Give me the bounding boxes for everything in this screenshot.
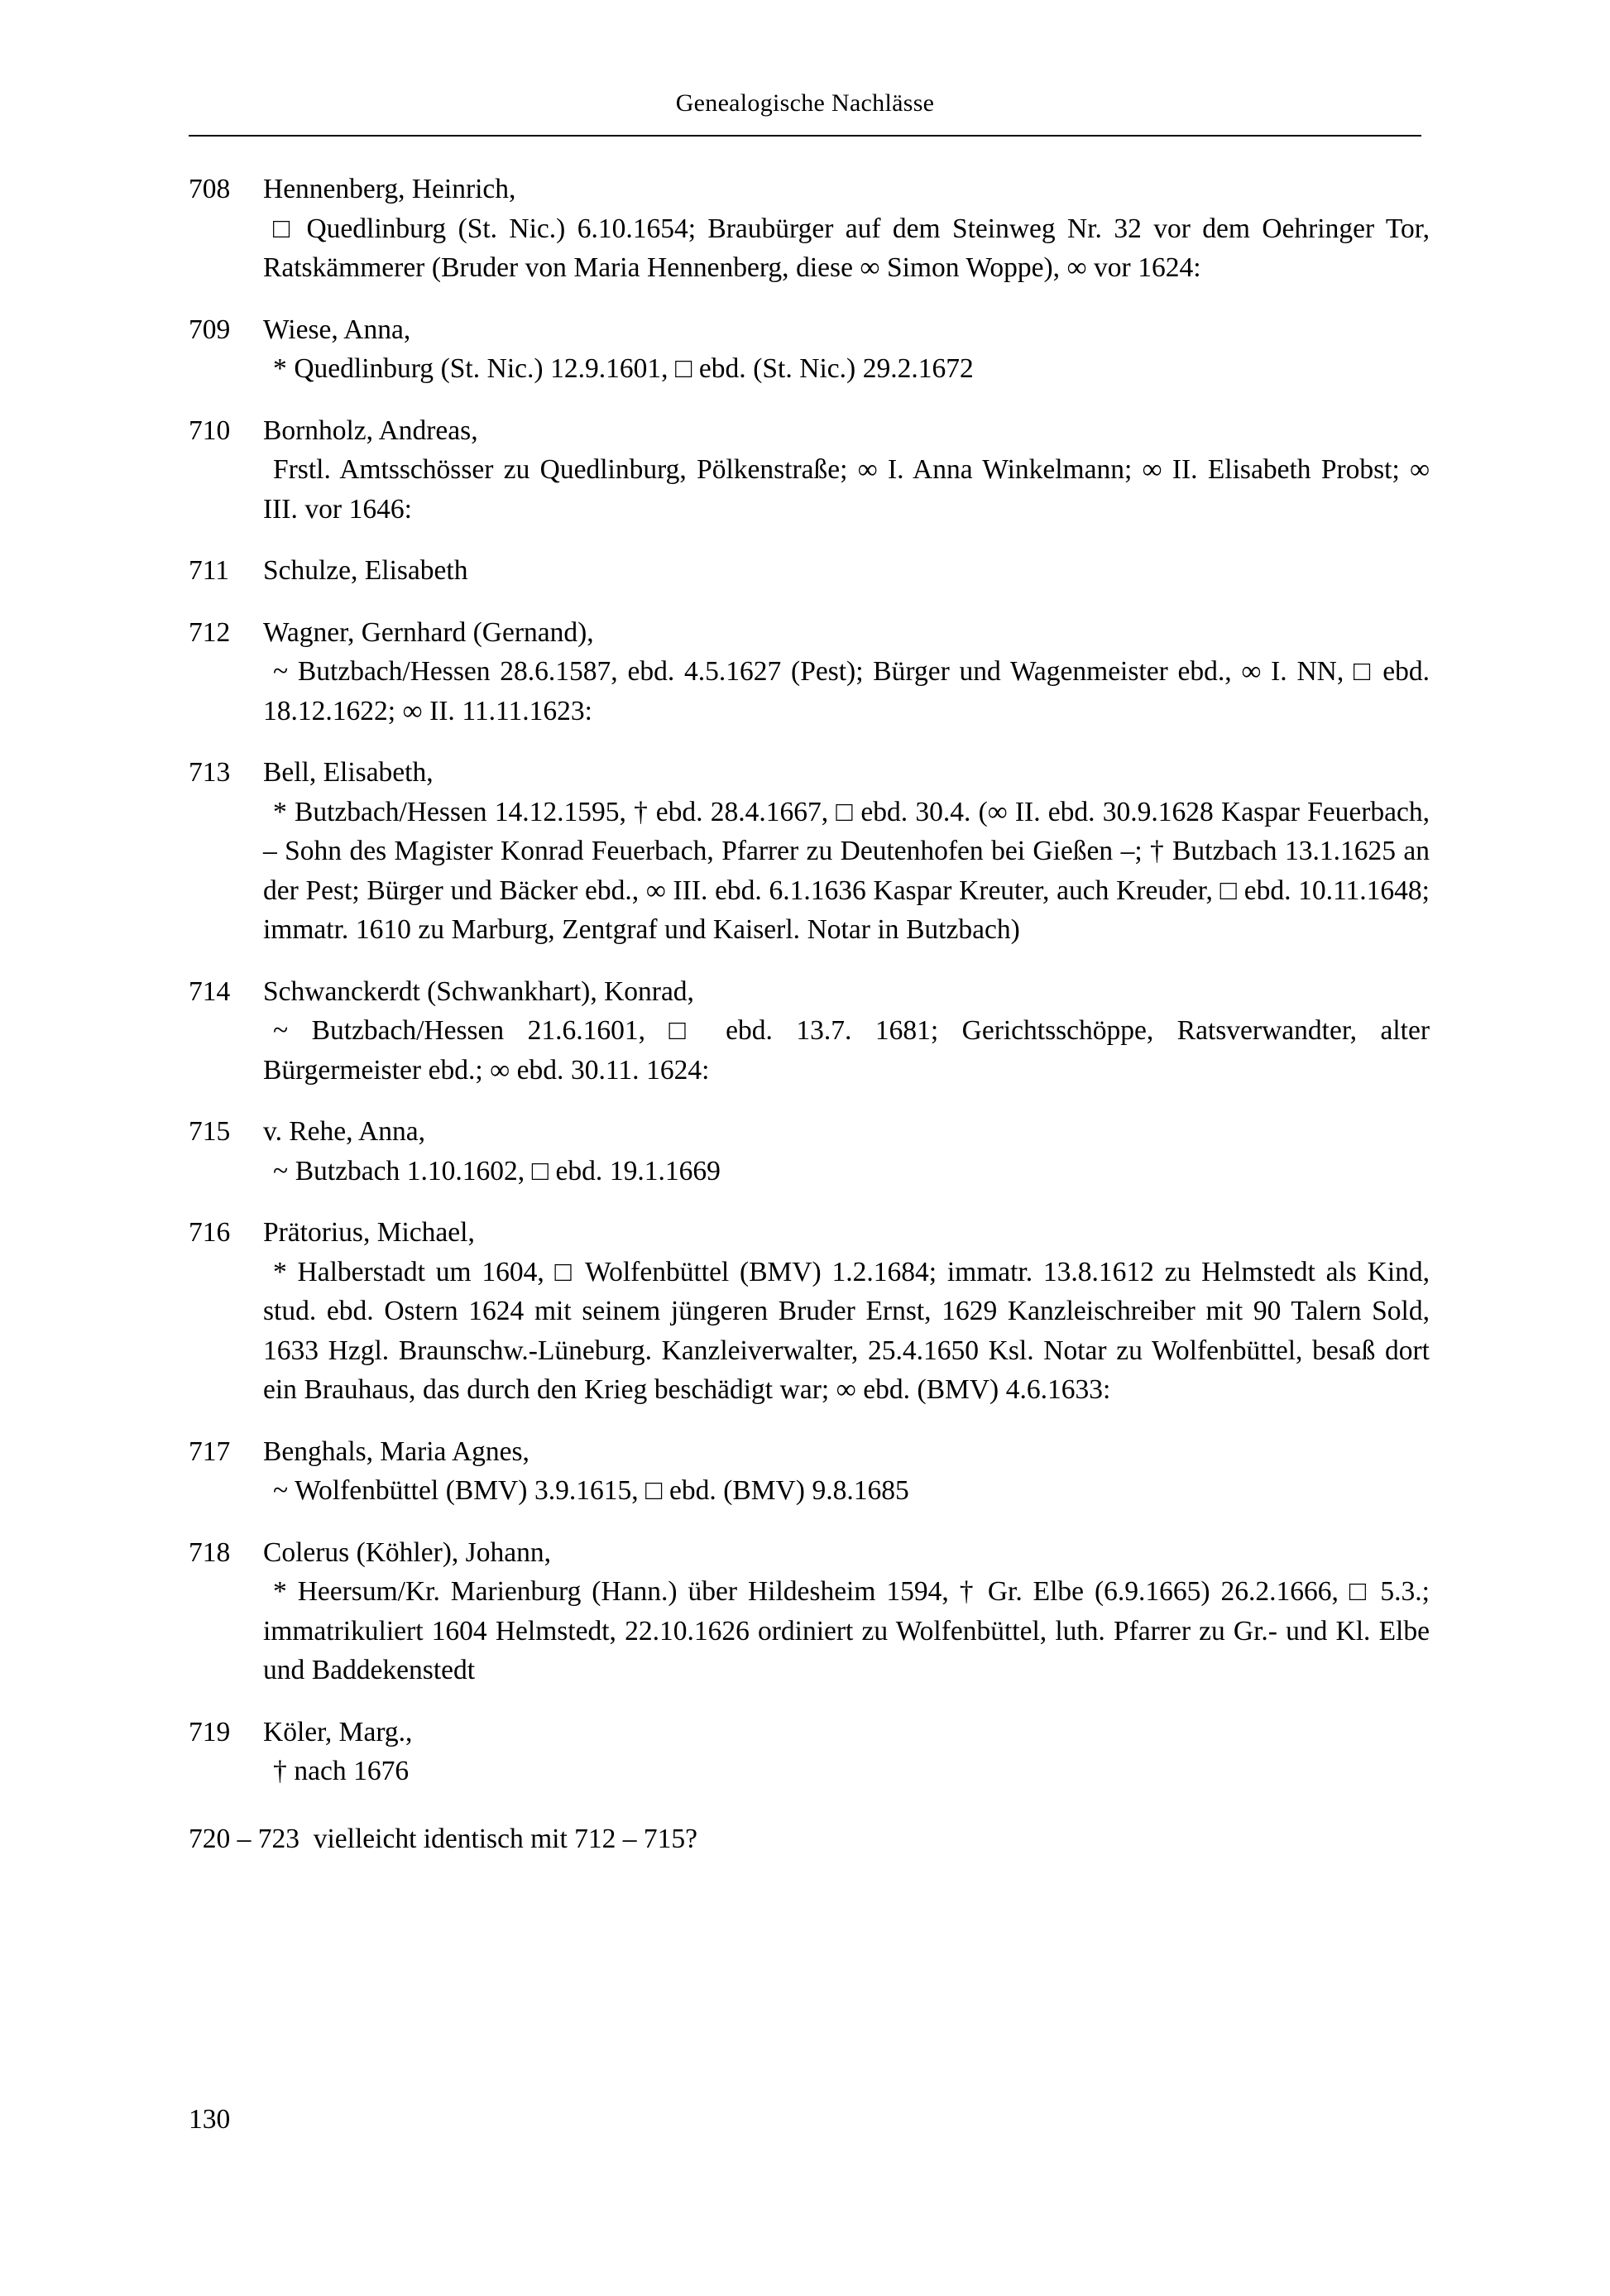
- entry-detail: * Halberstadt um 1604, □ Wolfenbüttel (BMV) 1.2.1684; immatr. 13.8.1612 zu Helmstedt als Kind, stud. ebd. Ostern 1624 mit seinem jüngeren Bruder Ernst, 1629 Kanzleischreiber mit 90 Talern Sold, 1633 Hzgl. Braunschw.-Lüneburg. Kanzleiverwalter, 25.4.1650 Ksl. Notar zu Wolfenbüttel, besaß dort ein Brauhaus, das durch den Krieg beschädigt war; ∞ ebd. (BMV) 4.6.1633:: [263, 1256, 1437, 1405]
- entry-711: [189, 551, 1430, 591]
- entry-number: 711: [189, 555, 230, 586]
- entry-name: Bell, Elisabeth,: [263, 757, 434, 788]
- entry-name: Schulze, Elisabeth: [263, 555, 468, 586]
- entry-name: Bornholz, Andreas,: [263, 415, 478, 446]
- entry-714: [189, 972, 1437, 1090]
- entry-name: Hennenberg, Heinrich,: [263, 174, 516, 204]
- entry-detail: □ Quedlinburg (St. Nic.) 6.10.1654; Braubürger auf dem Steinweg Nr. 32 vor dem Oehringer Tor, Ratskämmerer (Bruder von Maria Hennenberg, diese ∞ Simon Woppe), ∞ vor 1624:: [263, 213, 1437, 283]
- running-head-title: Genealogische Nachlässe: [675, 89, 935, 117]
- cross-reference-note: 720 – 723 vielleicht identisch mit 712 – 715?: [189, 1823, 698, 1854]
- entry-name: Benghals, Maria Agnes,: [263, 1436, 529, 1467]
- entry-number: 719: [189, 1716, 231, 1747]
- header-rule: [189, 135, 1421, 137]
- entry-718: [189, 1533, 1437, 1690]
- entry-716: [189, 1213, 1437, 1410]
- entry-709: [189, 310, 1430, 389]
- entry-name: v. Rehe, Anna,: [263, 1116, 425, 1147]
- entry-number: 715: [189, 1116, 231, 1147]
- entry-name: Colerus (Köhler), Johann,: [263, 1536, 551, 1568]
- entry-number: 716: [189, 1217, 231, 1248]
- entry-712: [189, 613, 1437, 731]
- entry-710: [189, 411, 1437, 530]
- entry-detail: * Heersum/Kr. Marienburg (Hann.) über Hildesheim 1594, † Gr. Elbe (6.9.1665) 26.2.1666, □ 5.3.; immatrikuliert 1604 Helmstedt, 22.10.1626 ordiniert zu Wolfenbüttel, luth. Pfarrer zu Gr.- und Kl. Elbe und Baddekenstedt: [263, 1576, 1437, 1685]
- entry-715: [189, 1112, 1430, 1191]
- running-head: [189, 89, 1421, 117]
- entry-number: 710: [189, 415, 231, 446]
- entry-detail: Frstl. Amtsschösser zu Quedlinburg, Pölkenstraße; ∞ I. Anna Winkelmann; ∞ II. Elisabeth Probst; ∞ III. vor 1646:: [263, 454, 1437, 525]
- entry-719: [189, 1713, 1430, 1791]
- entry-number: 718: [189, 1536, 231, 1568]
- entry-name: Wagner, Gernhard (Gernand),: [263, 616, 594, 648]
- entry-name: Wiese, Anna,: [263, 314, 411, 345]
- entry-708: [189, 170, 1437, 288]
- entry-detail: ~ Butzbach/Hessen 21.6.1601, □ ebd. 13.7. 1681; Gerichtsschöppe, Ratsverwandter, alter Bürgermeister ebd.; ∞ ebd. 30.11. 1624:: [263, 1015, 1437, 1086]
- entry-name: Schwanckerdt (Schwankhart), Konrad,: [263, 975, 694, 1007]
- entry-number: 712: [189, 616, 231, 648]
- entry-number: 708: [189, 174, 231, 204]
- entry-number: 714: [189, 975, 231, 1007]
- entry-detail: † nach 1676: [273, 1756, 410, 1786]
- entry-detail: * Butzbach/Hessen 14.12.1595, † ebd. 28.4.1667, □ ebd. 30.4. (∞ II. ebd. 30.9.1628 Kaspar Feuerbach, – Sohn des Magister Konrad Feuerbach, Pfarrer zu Deutenhofen bei Gießen –; † Butzbach 13.1.1625 an der Pest; Bürger und Bäcker ebd., ∞ III. ebd. 6.1.1636 Kaspar Kreuter, auch Kreuder, □ ebd. 10.11.1648; immatr. 1610 zu Marburg, Zentgraf und Kaiserl. Notar in Butzbach): [263, 796, 1437, 945]
- entry-number: 717: [189, 1436, 231, 1467]
- entry-number: 713: [189, 757, 231, 788]
- entry-number: 709: [189, 314, 231, 345]
- entry-name: Prätorius, Michael,: [263, 1217, 475, 1248]
- page-number: 130: [189, 2104, 231, 2135]
- entry-detail: * Quedlinburg (St. Nic.) 12.9.1601, □ ebd. (St. Nic.) 29.2.1672: [273, 353, 974, 384]
- entry-detail: ~ Butzbach 1.10.1602, □ ebd. 19.1.1669: [273, 1155, 721, 1186]
- entry-list: [189, 170, 1437, 1858]
- entry-717: [189, 1432, 1430, 1511]
- entry-detail: ~ Butzbach/Hessen 28.6.1587, ebd. 4.5.1627 (Pest); Bürger und Wagenmeister ebd., ∞ I. NN, □ ebd. 18.12.1622; ∞ II. 11.11.1623:: [263, 656, 1437, 726]
- entry-713: [189, 753, 1437, 950]
- entry-name: Köler, Marg.,: [263, 1716, 413, 1747]
- entry-detail: ~ Wolfenbüttel (BMV) 3.9.1615, □ ebd. (BMV) 9.8.1685: [273, 1475, 909, 1506]
